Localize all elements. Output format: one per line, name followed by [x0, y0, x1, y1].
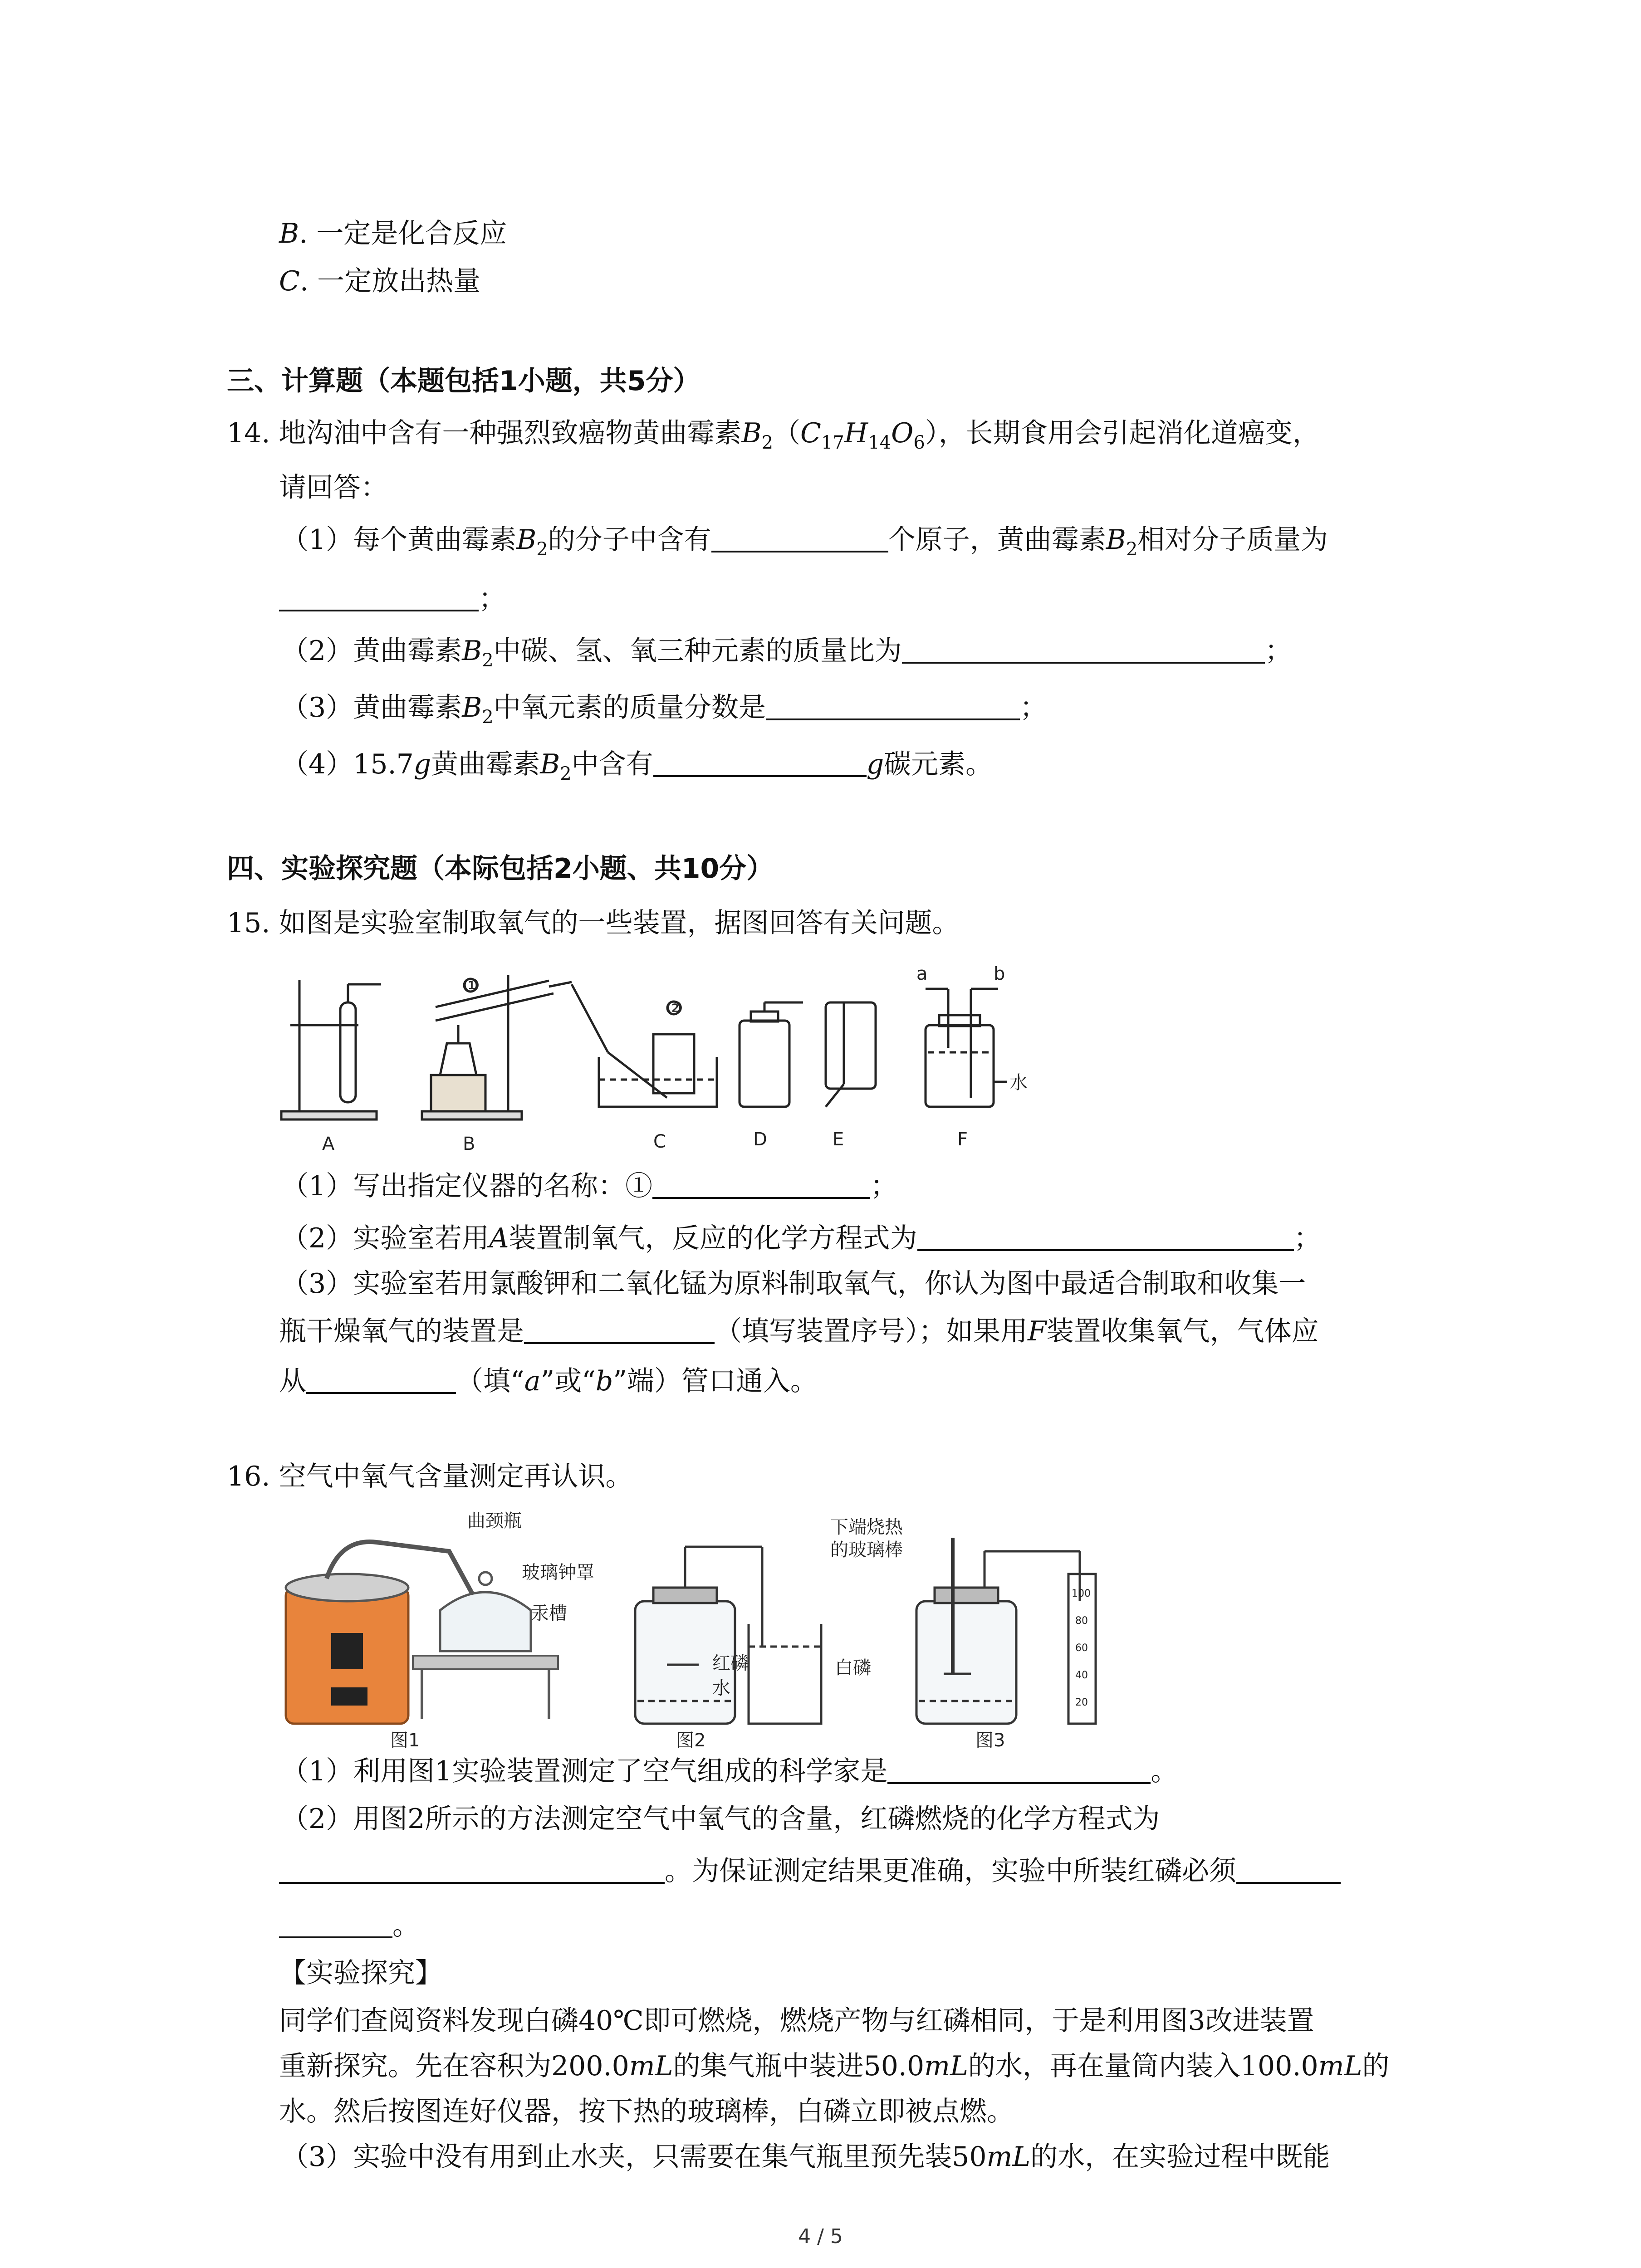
- fig3-label-rod-2: 的玻璃棒: [830, 1540, 903, 1560]
- q16-explore-line-1: 同学们查阅资料发现白磷40℃即可燃烧，燃烧产物与红磷相同，于是利用图3改进装置: [279, 2005, 1314, 2037]
- q14-blank-atoms[interactable]: [711, 523, 888, 552]
- q16-part-2-cont-2: 。: [279, 1907, 420, 1944]
- q15-blank-equation[interactable]: [917, 1222, 1294, 1251]
- page-number: 4 / 5: [798, 2225, 843, 2248]
- q15-stem: 15. 如图是实验室制取氧气的一些装置，据图回答有关问题。: [227, 907, 960, 939]
- q13-option-b: B. 一定是化合反应: [279, 218, 507, 249]
- fig15-tube-b: b: [994, 966, 1005, 984]
- q16-blank-scientist[interactable]: [887, 1755, 1151, 1784]
- fig3-tick-20: 20: [1075, 1697, 1088, 1708]
- q16-blank-phosphorus-amount-cont[interactable]: [279, 1909, 392, 1938]
- q16-part-2-cont: 。为保证测定结果更准确，实验中所装红磷必须: [279, 1853, 1341, 1889]
- q16-part-2: （2）用图2所示的方法测定空气中氧气的含量，红磷燃烧的化学方程式为: [281, 1803, 1160, 1835]
- fig15-mark-1: ①: [464, 975, 480, 996]
- fig1-label-trough: 汞槽: [531, 1603, 567, 1624]
- q15-apparatus-figure: [272, 966, 1043, 1166]
- q13-option-c: C. 一定放出热量: [279, 265, 481, 297]
- apparatus-d: [740, 1002, 803, 1107]
- q14-blank-carbon-mass[interactable]: [653, 748, 867, 777]
- q14-part-1: （1）每个黄曲霉素$B_2$的分子中含有 个原子，黄曲霉素$B_2$相对分子质量为: [281, 524, 1328, 560]
- q14-stem-2: 请回答：: [279, 472, 388, 503]
- fig15-label-d: D: [753, 1129, 767, 1150]
- q16-blank-phosphorus-amount[interactable]: [1236, 1855, 1341, 1884]
- q14-part-1-cont: ；: [279, 581, 506, 617]
- fig15-label-b: B: [463, 1134, 475, 1154]
- apparatus-e: [826, 1002, 876, 1107]
- fig15-mark-2: ②: [667, 998, 683, 1019]
- fig3-tick-40: 40: [1075, 1670, 1088, 1681]
- q15-part-2: （2）实验室若用A装置制氧气，反应的化学方程式为 ；: [281, 1222, 1321, 1254]
- q15-part-3-cont: 瓶干燥氧气的装置是 （填写装置序号）；如果用F装置收集氧气，气体应: [279, 1315, 1319, 1347]
- q16-part-1: （1）利用图1实验装置测定了空气组成的科学家是 。: [281, 1755, 1178, 1787]
- q14-part-3: （3）黄曲霉素$B_2$中氧元素的质量分数是 ；: [281, 692, 1047, 728]
- q16-part-3: （3）实验中没有用到止水夹，只需要在集气瓶里预先装50mL的水，在实验过程中既能: [281, 2141, 1330, 2173]
- fig2-label-water: 水: [712, 1678, 730, 1699]
- fig3-tick-100: 100: [1072, 1588, 1091, 1599]
- q14-stem: 14. 地沟油中含有一种强烈致癌物黄曲霉素$B_2(C_{17}H_{14}O_6)$，长期食用会引起消化道癌变，: [227, 417, 1320, 453]
- q15-part-3: （3）实验室若用氯酸钾和二氧化锰为原料制取氧气，你认为图中最适合制取和收集一: [281, 1268, 1306, 1300]
- q15-blank-device[interactable]: [524, 1315, 715, 1344]
- q16-blank-equation[interactable]: [279, 1855, 665, 1884]
- q16-apparatus-figure: [277, 1510, 1139, 1751]
- q15-part-1: （1）写出指定仪器的名称：① ；: [281, 1170, 898, 1202]
- fig3-tick-60: 60: [1075, 1642, 1088, 1654]
- fig3-tick-80: 80: [1075, 1615, 1088, 1627]
- q15-blank-instrument[interactable]: [652, 1170, 870, 1199]
- apparatus-f: [926, 989, 1007, 1107]
- q14-blank-mass-ratio[interactable]: [902, 635, 1265, 664]
- q16-explore-line-2: 重新探究。先在容积为200.0mL的集气瓶中装进50.0mL的水，再在量筒内装入100.0mL的: [279, 2050, 1390, 2082]
- fig3-label-white-phosphorus: 白磷: [835, 1657, 871, 1678]
- fig1-label-flask: 曲颈瓶: [467, 1510, 522, 1531]
- q16-explore-line-3: 水。然后按图连好仪器，按下热的玻璃棒，白磷立即被点燃。: [279, 2096, 1014, 2127]
- fig15-label-a: A: [322, 1134, 335, 1154]
- fig2-caption: 图2: [676, 1730, 706, 1751]
- fig15-label-f: F: [957, 1129, 968, 1150]
- apparatus-c: [572, 984, 717, 1107]
- fig1-caption: 图1: [390, 1730, 420, 1751]
- figure-1: [286, 1542, 558, 1724]
- q15-part-3-cont-2: 从 （填“a”或“b”端）管口通入。: [279, 1365, 818, 1397]
- fig2-label-red-phosphorus: 红磷: [712, 1653, 749, 1674]
- fig15-tube-a: a: [916, 966, 928, 984]
- section-3-title: 三、计算题（本题包括1小题，共5分）: [227, 365, 700, 397]
- fig15-label-c: C: [653, 1131, 666, 1152]
- q14-part-2: （2）黄曲霉素$B_2$中碳、氢、氧三种元素的质量比为 ；: [281, 635, 1292, 671]
- fig3-label-rod-1: 下端烧热: [830, 1517, 903, 1538]
- section-4-title: 四、实验探究题（本际包括2小题、共10分）: [227, 853, 774, 885]
- apparatus-b: [422, 975, 572, 1119]
- fig3-caption: 图3: [975, 1730, 1005, 1751]
- fig15-label-e: E: [833, 1129, 844, 1150]
- fig1-label-bell: 玻璃钟罩: [522, 1562, 594, 1583]
- q16-stem: 16. 空气中氧气含量测定再认识。: [227, 1461, 633, 1492]
- q15-blank-inlet[interactable]: [306, 1365, 456, 1394]
- q14-part-4: （4）15.7g黄曲霉素$B_2$中含有 g碳元素。: [281, 748, 993, 784]
- q14-blank-molar-mass[interactable]: [279, 582, 479, 611]
- apparatus-a: [281, 980, 381, 1119]
- fig15-water-label: 水: [1009, 1072, 1028, 1093]
- figure-3: [916, 1538, 1096, 1724]
- q16-explore-heading: 【实验探究】: [279, 1957, 442, 1989]
- q14-blank-oxygen-fraction[interactable]: [766, 691, 1020, 720]
